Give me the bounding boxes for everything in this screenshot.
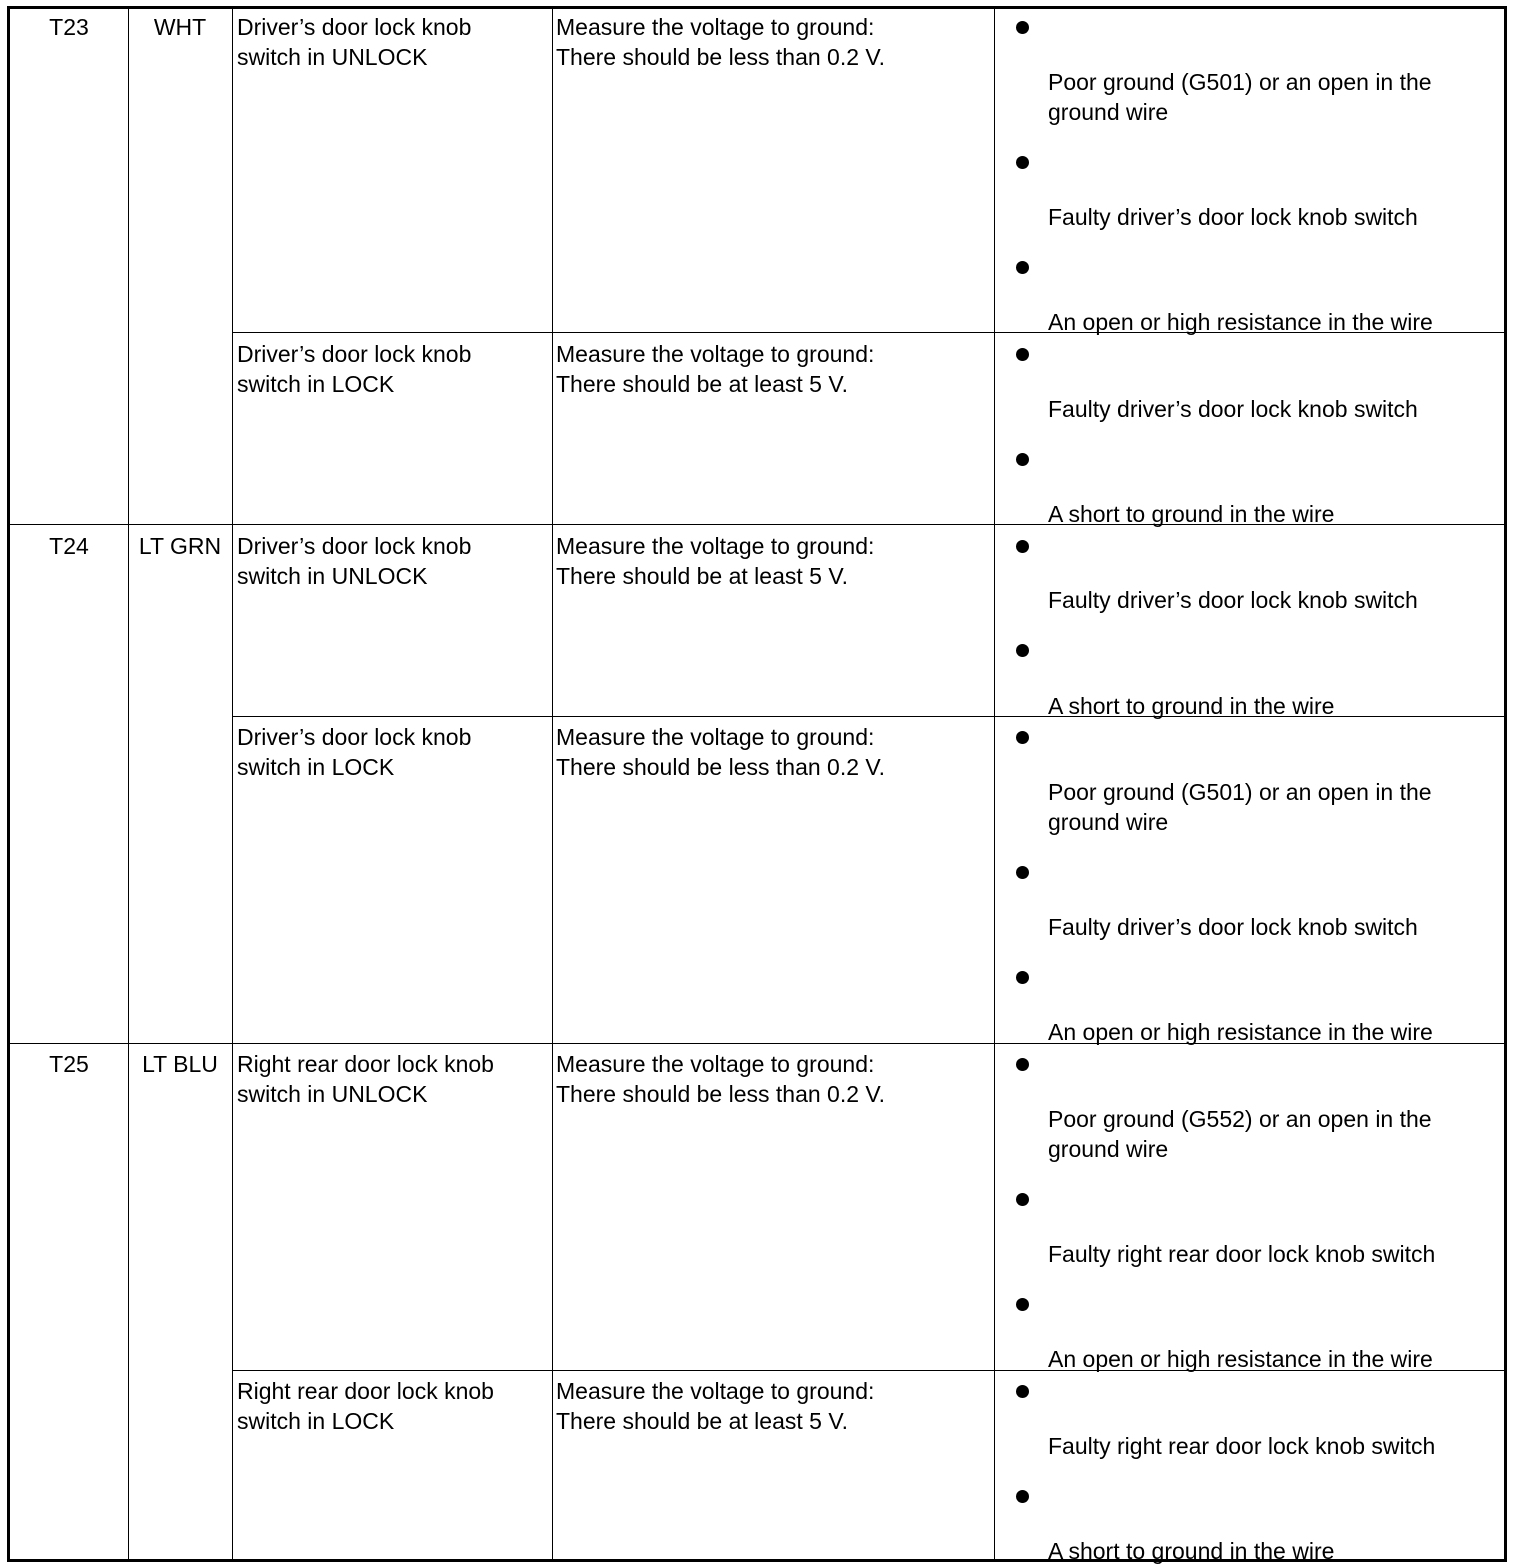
condition-line: Right rear door lock knob	[237, 1051, 494, 1077]
column-divider	[128, 9, 129, 1559]
cause-line: ground wire	[1048, 1136, 1169, 1162]
cause-line: Faulty driver’s door lock knob switch	[1048, 396, 1418, 422]
condition-line: Driver’s door lock knob	[237, 724, 472, 750]
cause-line: A short to ground in the wire	[1048, 501, 1335, 527]
column-divider	[232, 9, 233, 1559]
cause-line: Poor ground (G501) or an open in the	[1048, 69, 1432, 95]
condition-line: Right rear door lock knob	[237, 1378, 494, 1404]
condition-line: switch in UNLOCK	[237, 44, 428, 70]
cause-line: Faulty driver’s door lock knob switch	[1048, 587, 1418, 613]
test-line: There should be less than 0.2 V.	[556, 44, 886, 70]
wire-color-cell: WHT	[153, 14, 207, 40]
condition-line: Driver’s door lock knob	[237, 14, 472, 40]
condition-line: switch in LOCK	[237, 754, 395, 780]
bullet-icon	[1016, 1490, 1029, 1503]
test-line: Measure the voltage to ground:	[556, 341, 875, 367]
test-line: There should be less than 0.2 V.	[556, 1081, 886, 1107]
cause-line: An open or high resistance in the wire	[1048, 309, 1433, 335]
wire-color-cell: LT GRN	[138, 533, 222, 559]
condition-line: Driver’s door lock knob	[237, 533, 472, 559]
bullet-icon	[1016, 644, 1029, 657]
test-line: There should be at least 5 V.	[556, 563, 848, 589]
test-line: There should be less than 0.2 V.	[556, 754, 886, 780]
terminal-cell: T25	[49, 1051, 89, 1077]
column-divider	[994, 9, 995, 1559]
bullet-icon	[1016, 1298, 1029, 1311]
cause-line: Poor ground (G552) or an open in the	[1048, 1106, 1432, 1132]
cause-line: Faulty right rear door lock knob switch	[1048, 1241, 1436, 1267]
bullet-icon	[1016, 261, 1029, 274]
test-line: There should be at least 5 V.	[556, 371, 848, 397]
cause-line: ground wire	[1048, 809, 1169, 835]
cause-line: Poor ground (G501) or an open in the	[1048, 779, 1432, 805]
condition-line: switch in LOCK	[237, 1408, 395, 1434]
bullet-icon	[1016, 21, 1029, 34]
bullet-icon	[1016, 1385, 1029, 1398]
condition-line: switch in UNLOCK	[237, 563, 428, 589]
bullet-icon	[1016, 866, 1029, 879]
cause-line: An open or high resistance in the wire	[1048, 1019, 1433, 1045]
cause-line: Faulty driver’s door lock knob switch	[1048, 204, 1418, 230]
test-line: Measure the voltage to ground:	[556, 533, 875, 559]
cause-line: A short to ground in the wire	[1048, 1538, 1335, 1564]
cause-line: Faulty driver’s door lock knob switch	[1048, 914, 1418, 940]
bullet-icon	[1016, 971, 1029, 984]
bullet-icon	[1016, 731, 1029, 744]
bullet-icon	[1016, 156, 1029, 169]
cause-line: An open or high resistance in the wire	[1048, 1346, 1433, 1372]
test-line: Measure the voltage to ground:	[556, 1051, 875, 1077]
bullet-icon	[1016, 540, 1029, 553]
cause-line: A short to ground in the wire	[1048, 693, 1335, 719]
bullet-icon	[1016, 1193, 1029, 1206]
test-line: There should be at least 5 V.	[556, 1408, 848, 1434]
troubleshooting-table	[7, 6, 1507, 1562]
terminal-cell: T24	[49, 533, 89, 559]
cause-line: ground wire	[1048, 99, 1169, 125]
column-divider	[552, 9, 553, 1559]
test-line: Measure the voltage to ground:	[556, 1378, 875, 1404]
terminal-cell: T23	[49, 14, 89, 40]
bullet-icon	[1016, 348, 1029, 361]
wire-color-cell: LT BLU	[142, 1051, 218, 1077]
condition-line: Driver’s door lock knob	[237, 341, 472, 367]
test-line: Measure the voltage to ground:	[556, 14, 875, 40]
cause-line: Faulty right rear door lock knob switch	[1048, 1433, 1436, 1459]
bullet-icon	[1016, 1058, 1029, 1071]
test-line: Measure the voltage to ground:	[556, 724, 875, 750]
bullet-icon	[1016, 453, 1029, 466]
condition-line: switch in LOCK	[237, 371, 395, 397]
condition-line: switch in UNLOCK	[237, 1081, 428, 1107]
